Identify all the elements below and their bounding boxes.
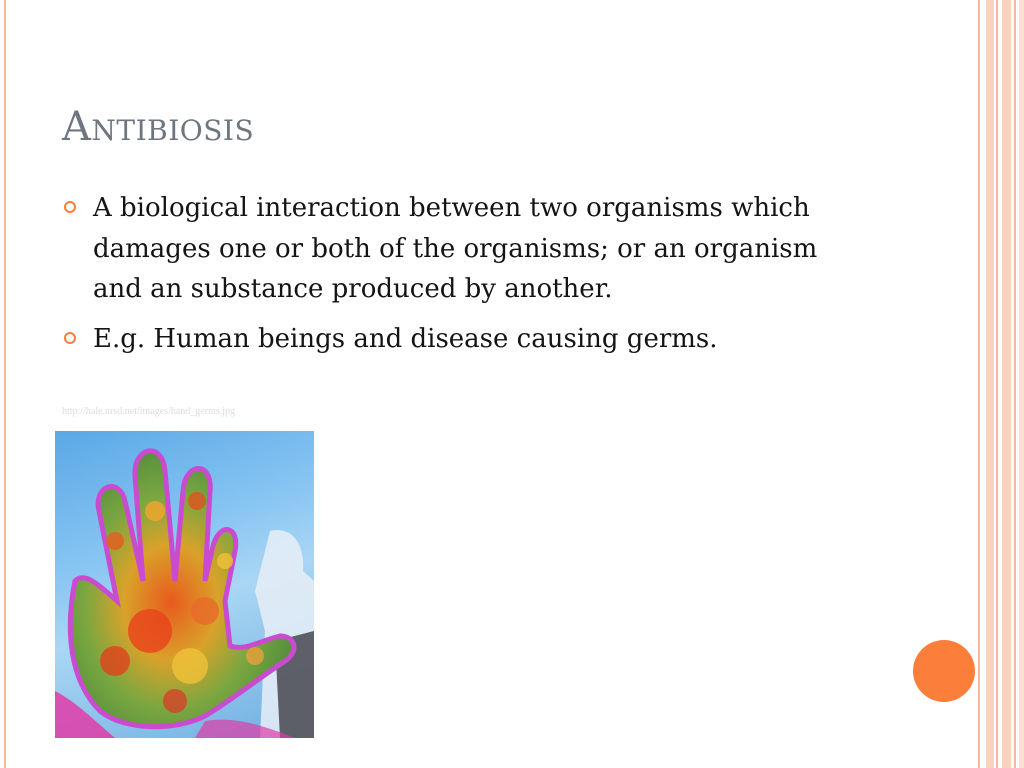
bullet-text: E.g. Human beings and disease causing germs. [93,323,718,354]
right-stripe-decoration [978,0,1024,768]
decorative-orange-circle-icon [913,640,975,702]
image-source-caption: http://hale.nrsd.net/images/hand_germs.jpg [62,406,236,417]
bullet-circle-icon [64,201,76,213]
bullet-circle-icon [64,332,76,344]
bullet-list [62,188,862,368]
hand-germs-image [55,431,314,738]
bullet-text: A biological interaction between two organisms which damages one or both of the organisms; or an organism and an substance produced by another. [93,193,818,304]
slide-title: Antibiosis [62,104,255,150]
bullet-item [62,319,862,360]
bullet-item [62,188,862,310]
left-border-decoration [0,0,6,768]
